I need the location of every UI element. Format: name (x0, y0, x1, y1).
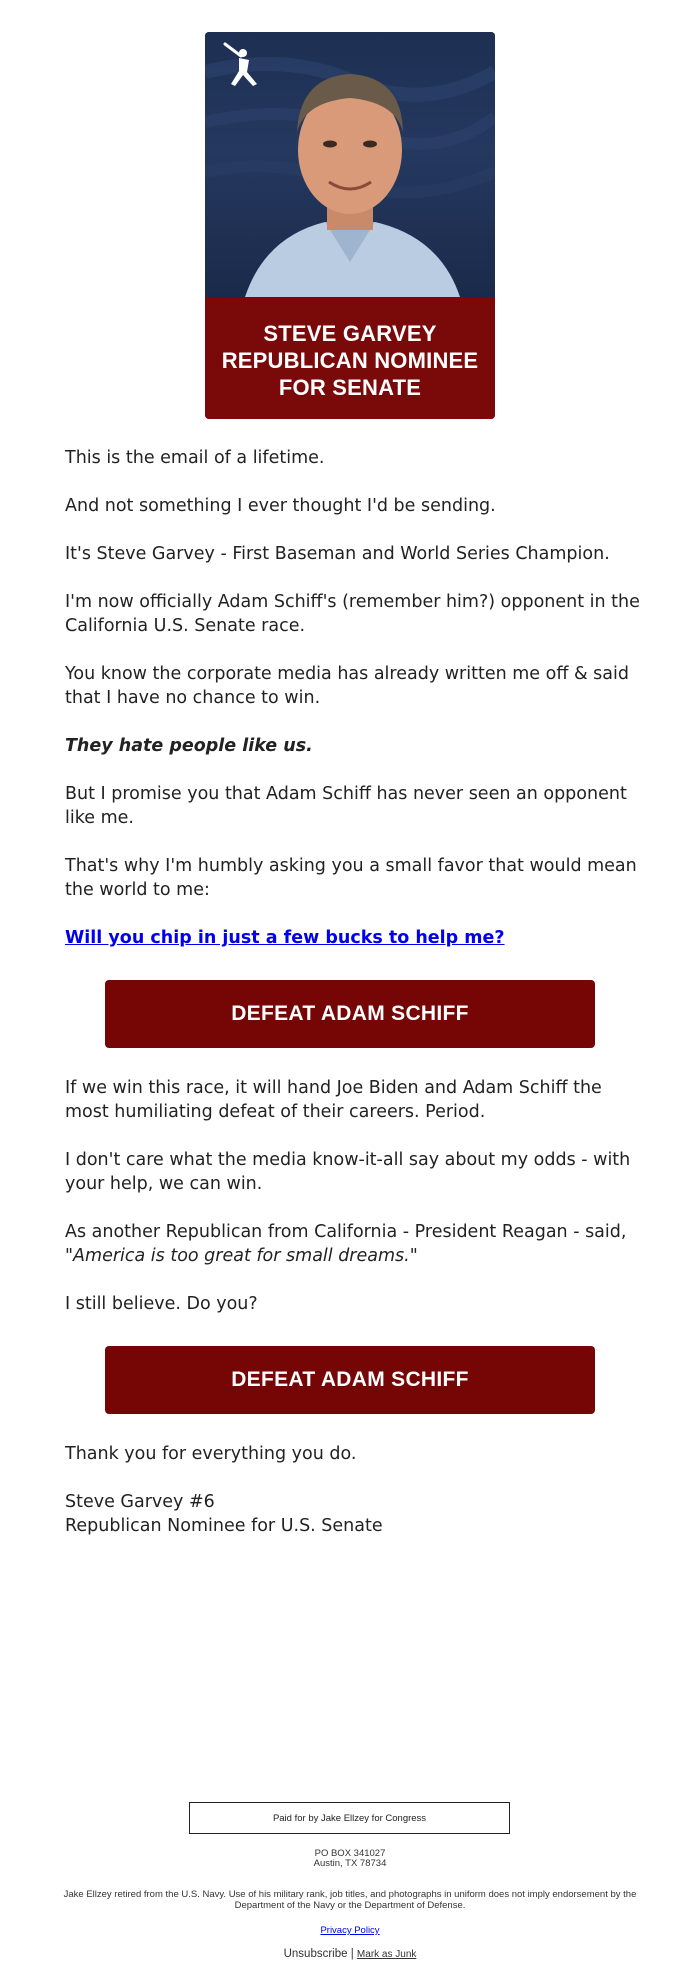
banner-line-2: REPUBLICAN NOMINEE (221, 348, 479, 373)
address-line-2: Austin, TX 78734 (313, 1858, 387, 1869)
unsubscribe-row (0, 1948, 700, 1960)
donate-link[interactable]: Will you chip in just a few bucks to help me? (65, 928, 505, 948)
separator: | (350, 1948, 354, 1960)
paragraph-8: That's why I'm humbly asking you a small favor that would mean the world to me: (65, 856, 637, 900)
reagan-quote: "America is too great for small dreams." (65, 1246, 418, 1266)
paragraph-7: But I promise you that Adam Schiff has never seen an opponent like me. (65, 784, 627, 828)
paragraph-10: I don't care what the media know-it-all say about my odds - with your help, we can win. (65, 1150, 631, 1194)
defeat-schiff-button-1[interactable]: DEFEAT ADAM SCHIFF (105, 980, 595, 1048)
banner-line-3: FOR SENATE (278, 375, 422, 400)
privacy-policy-row (0, 1925, 700, 1936)
mark-as-junk-link[interactable]: Mark as Junk (356, 1949, 417, 1960)
paragraph-9: If we win this race, it will hand Joe Biden and Adam Schiff the most humiliating defeat of their careers. Period. (65, 1078, 602, 1122)
baseball-batter-icon (217, 38, 267, 93)
banner-line-1: STEVE GARVEY (263, 321, 437, 346)
paragraph-4: I'm now officially Adam Schiff's (remember him?) opponent in the California U.S. Senate race. (65, 592, 640, 636)
paragraph-5: You know the corporate media has already written me off & said that I have no chance to win. (65, 664, 629, 708)
defeat-schiff-button-2[interactable]: DEFEAT ADAM SCHIFF (105, 1346, 595, 1414)
signature-title: Republican Nominee for U.S. Senate (65, 1516, 383, 1536)
paragraph-3: It's Steve Garvey - First Baseman and World Series Champion. (65, 544, 610, 564)
paragraph-2: And not something I ever thought I'd be sending. (65, 496, 496, 516)
paragraph-1: This is the email of a lifetime. (65, 448, 325, 468)
unsubscribe-link[interactable]: Unsubscribe (283, 1948, 348, 1960)
paragraph-13: Thank you for everything you do. (65, 1444, 357, 1464)
address-line-1: PO BOX 341027 (314, 1848, 386, 1859)
paragraph-11 (65, 1220, 645, 1268)
military-disclaimer: Jake Ellzey retired from the U.S. Navy. Use of his military rank, job titles, and photographs in uniform does not imply endorsement by the Department of the Navy or the Department of Defense. (63, 1889, 637, 1911)
candidate-photo (205, 32, 495, 297)
paragraph-6-emphasis: They hate people like us. (65, 736, 313, 756)
privacy-policy-link[interactable]: Privacy Policy (320, 1925, 380, 1936)
signature-name: Steve Garvey #6 (65, 1492, 215, 1512)
hero-banner (205, 302, 495, 419)
paragraph-11-text: As another Republican from California - President Reagan - said, (65, 1222, 627, 1242)
signature (65, 1490, 645, 1538)
paid-for-disclaimer: Paid for by Jake Ellzey for Congress (189, 1802, 510, 1834)
paragraph-12: I still believe. Do you? (65, 1294, 258, 1314)
hero-image (205, 32, 495, 419)
